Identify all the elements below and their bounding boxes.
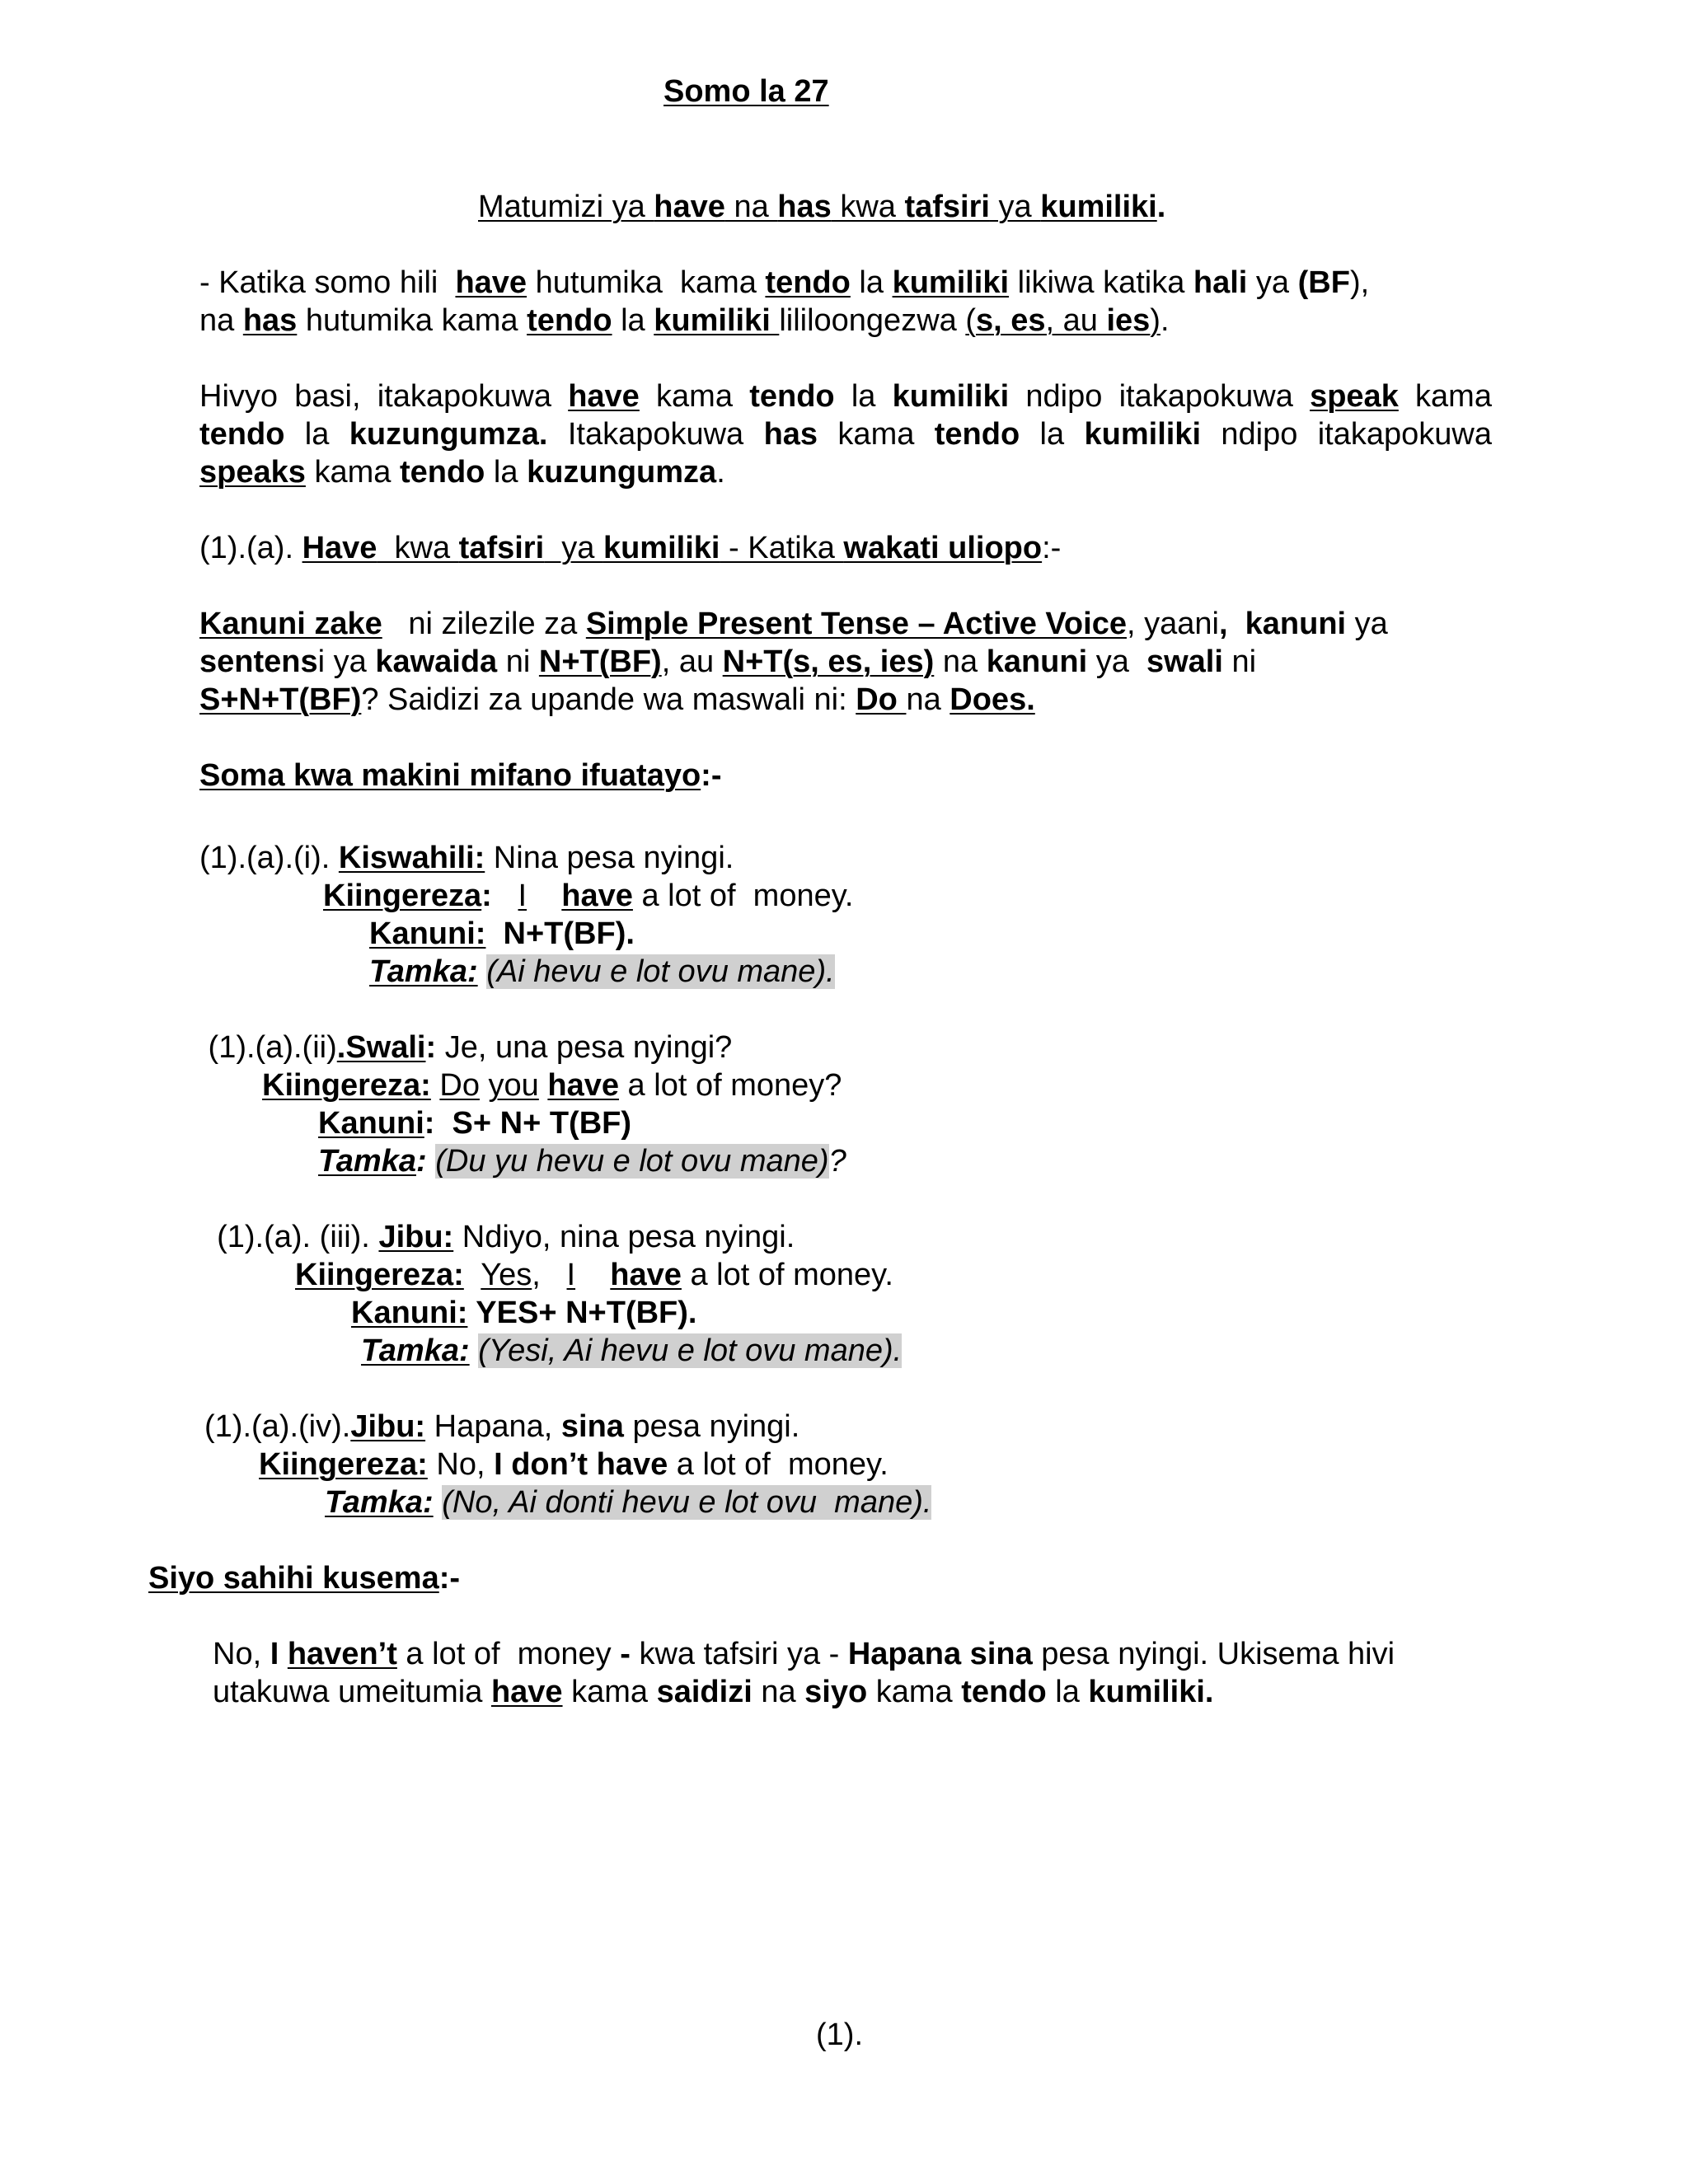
subtitle: Matumizi ya have na has kwa tafsiri ya kumiliki.	[478, 190, 1166, 224]
example-i-rule: Kanuni: N+T(BF).	[369, 916, 635, 951]
examples-heading: Soma kwa makini mifano ifuatayo:-	[199, 758, 722, 793]
page-number: (1).	[816, 2018, 863, 2052]
para2-line-3: speaks kama tendo la kuzungumza.	[199, 455, 725, 490]
page-title: Somo la 27	[663, 74, 829, 109]
kanuni-line-3: S+N+T(BF)? Saidizi za upande wa maswali ni: Do na Does.	[199, 682, 1035, 717]
example-ii-english: Kiingereza: Do you have a lot of money?	[262, 1068, 842, 1103]
example-iv-english: Kiingereza: No, I don’t have a lot of money.	[259, 1447, 889, 1482]
intro-line-1: - Katika somo hili have hutumika kama tendo la kumiliki likiwa katika hali ya (BF),	[199, 265, 1370, 300]
example-iii-answer: (1).(a). (iii). Jibu: Ndiyo, nina pesa nyingi.	[199, 1220, 795, 1254]
example-ii-rule: Kanuni: S+ N+ T(BF)	[318, 1106, 632, 1141]
kanuni-line-1: Kanuni zake ni zilezile za Simple Present Tense – Active Voice, yaani, kanuni ya	[199, 607, 1388, 641]
example-iii-rule: Kanuni: YES+ N+T(BF).	[351, 1296, 697, 1330]
example-i-swahili: (1).(a).(i). Kiswahili: Nina pesa nyingi.	[199, 841, 734, 875]
para2-line-1: Hivyo basi, itakapokuwa have kama tendo la kumiliki ndipo itakapokuwa speak kama	[199, 379, 1492, 414]
example-iii-pronunciation: Tamka: (Yesi, Ai hevu e lot ovu mane).	[361, 1333, 903, 1368]
para2-line-2: tendo la kuzungumza. Itakapokuwa has kama tendo la kumiliki ndipo itakapokuwa	[199, 417, 1492, 452]
intro-line-2: na has hutumika kama tendo la kumiliki lililoongezwa (s, es, au ies).	[199, 303, 1170, 338]
section-heading-1a: (1).(a). Have kwa tafsiri ya kumiliki - Katika wakati uliopo:-	[199, 531, 1062, 565]
incorrect-heading: Siyo sahihi kusema:-	[148, 1561, 461, 1596]
example-iii-english: Kiingereza: Yes, I have a lot of money.	[295, 1258, 893, 1292]
example-i-pronunciation: Tamka: (Ai hevu e lot ovu mane).	[369, 954, 835, 989]
closing-line-2: utakuwa umeitumia have kama saidizi na siyo kama tendo la kumiliki.	[213, 1675, 1214, 1709]
example-ii-pronunciation: Tamka: (Du yu hevu e lot ovu mane)?	[318, 1144, 846, 1179]
example-iv-pronunciation: Tamka: (No, Ai donti hevu e lot ovu mane).	[325, 1485, 932, 1520]
example-iv-answer: (1).(a).(iv).Jibu: Hapana, sina pesa nyingi.	[204, 1409, 800, 1444]
example-i-english: Kiingereza: I have a lot of money.	[323, 879, 854, 913]
kanuni-line-2: sentensi ya kawaida ni N+T(BF), au N+T(s, es, ies) na kanuni ya swali ni	[199, 644, 1257, 679]
closing-line-1: No, I haven’t a lot of money - kwa tafsiri ya - Hapana sina pesa nyingi. Ukisema hivi	[213, 1637, 1395, 1671]
example-ii-question: (1).(a).(ii).Swali: Je, una pesa nyingi?	[199, 1030, 733, 1065]
